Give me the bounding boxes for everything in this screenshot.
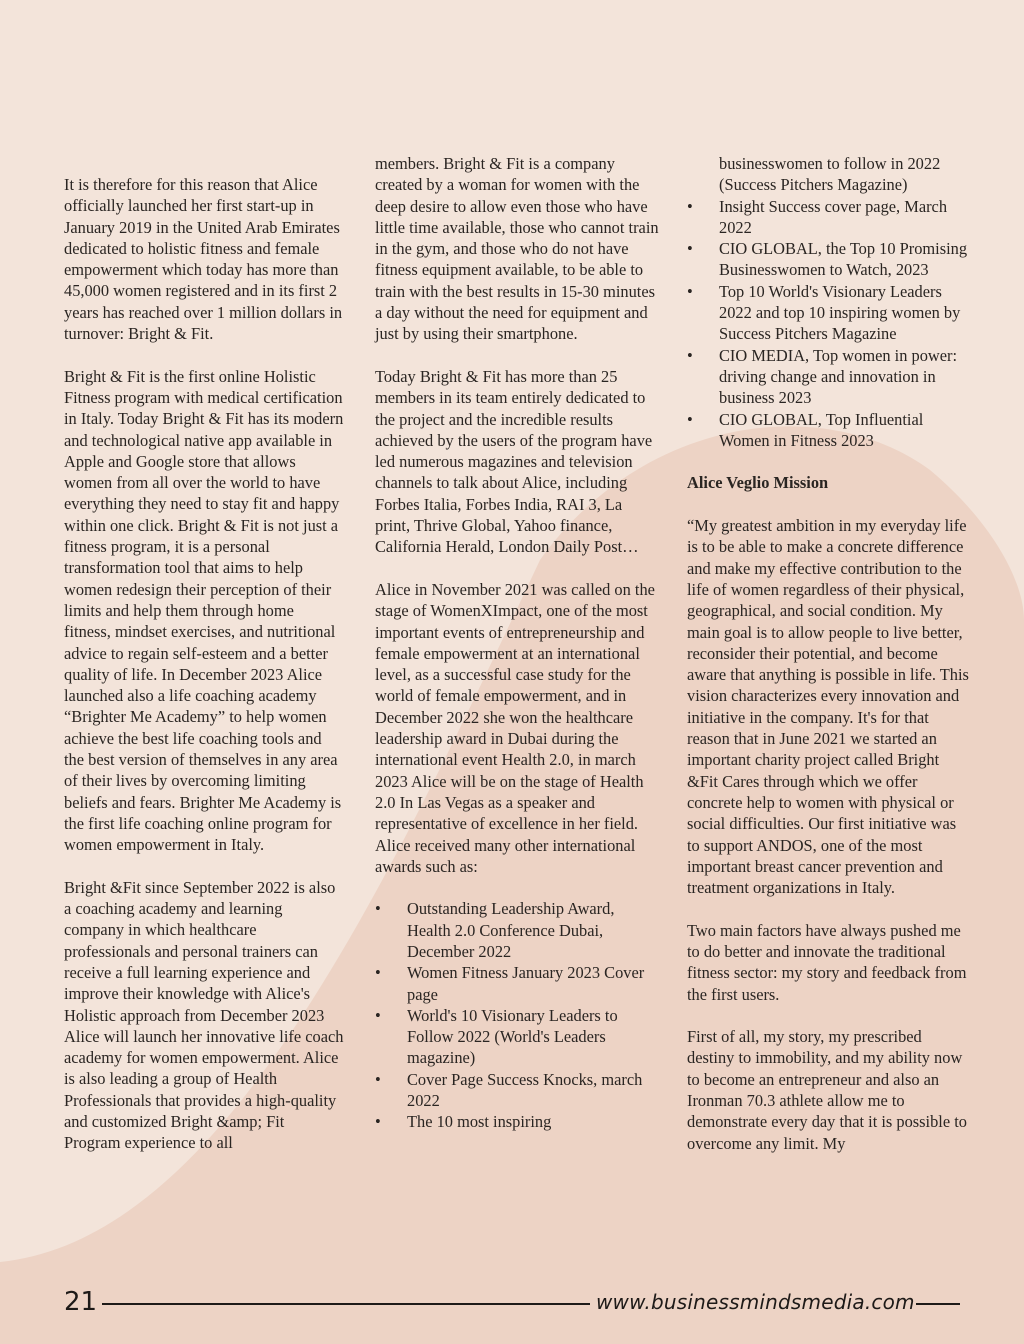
list-item: • Insight Success cover page, March 2022 [687, 196, 972, 239]
list-item: • CIO MEDIA, Top women in power: driving change and innovation in business 2023 [687, 345, 972, 409]
website-url: www.businessmindsmedia.com [596, 1290, 915, 1314]
paragraph: Alice in November 2021 was called on the stage of WomenXImpact, one of the most important events of entrepreneurship and female empowerment at an international level, as a successful case study for the world of female empowerment, and in December 2022 she won the healthcare leadership award in Dubai during the international event Health 2.0, in march 2023 Alice will be on the stage of Health 2.0 In Las Vegas as a speaker and representative of excellence in her field. [375, 579, 655, 834]
paragraph: members. Bright & Fit is a company created by a woman for women with the deep desire to allow even those who have little time available, those who cannot train in the gym, and those who do not have fitness equipment available, to be able to train with the best results in 15-30 minutes a day without the need for equipment and just by using their smartphone. [375, 154, 659, 344]
list-item: • Cover Page Success Knocks, march 2022 [375, 1069, 660, 1112]
list-item: • World's 10 Visionary Leaders to Follow 2022 (World's Leaders magazine) [375, 1005, 660, 1069]
paragraph: Bright &Fit since September 2022 is also a coaching academy and learning company in which healthcare professionals and personal trainers can receive a full learning experience and improve their knowledge with Alice's Holistic approach from December 2023 Alice will launch her innovative life coach academy for women empowerment. Alice is also leading a group of Health Professionals that provides a high-quality and customized Bright &amp; Fit Program experience to all [64, 877, 344, 1153]
paragraph: Today Bright & Fit has more than 25 members in its team entirely dedicated to the project and the incredible results achieved by the users of the program have led numerous magazines and television channels to talk about Alice, including Forbes Italia, Forbes India, RAI 3, La print, Thrive Global, Yahoo finance, California Herald, London Daily Post… [375, 366, 653, 557]
list-item: • CIO GLOBAL, the Top 10 Promising Businesswomen to Watch, 2023 [687, 238, 972, 281]
text-column-2 [375, 153, 660, 1133]
text-column-1 [64, 174, 344, 1154]
section-heading: Alice Veglio Mission [687, 473, 829, 493]
paragraph: First of all, my story, my prescribed destiny to immobility, and my ability now to become an entrepreneur and also an Ironman 70.3 athlete allow me to demonstrate every day that it is possible to overcome any limit. My [687, 1027, 967, 1153]
paragraph: Alice received many other international awards such as: [375, 835, 636, 876]
footer-divider-right [916, 1303, 960, 1305]
text-column-3 [687, 153, 972, 1154]
list-item: • CIO GLOBAL, Top Influential Women in Fitness 2023 [687, 409, 972, 452]
page-footer [0, 1285, 1024, 1325]
awards-list-continued [687, 196, 972, 452]
paragraph: It is therefore for this reason that Alice officially launched her first start-up in January 2019 in the United Arab Emirates dedicated to holistic fitness and female empowerment which today has more than 45,000 women registered and in its first 2 years has reached over 1 million dollars in turnover: Bright & Fit. [64, 175, 343, 344]
paragraph: Bright & Fit is the first online Holistic Fitness program with medical certification in Italy. Today Bright & Fit has its modern and technological native app available in Apple and Google store that allows women from all over the world to have everything they need to stay fit and happy within one click. Bright & Fit is not just a fitness program, it is a personal transformation tool that aims to help women redesign their perception of their limits and help them through home fitness, mindset exercises, and nutritional advice to regain self-esteem and a better quality of life. In December 2023 Alice launched also a life coaching academy “Brighter Me Academy” to help women achieve the best life coaching tools and the best version of themselves in any area of their lives by overcoming limiting beliefs and fears. Brighter Me Academy is the first life coaching online program for women empowerment in Italy. [64, 366, 344, 855]
footer-divider-left [102, 1303, 590, 1305]
list-item: • Top 10 World's Visionary Leaders 2022 and top 10 inspiring women by Success Pitchers Magazine [687, 281, 972, 345]
paragraph: Two main factors have always pushed me to do better and innovate the traditional fitness sector: my story and feedback from the first users. [687, 920, 967, 1004]
list-item: • The 10 most inspiring [375, 1111, 660, 1132]
awards-list [375, 898, 660, 1132]
list-item-continuation: businesswomen to follow in 2022 (Success Pitchers Magazine) [719, 154, 941, 195]
paragraph: “My greatest ambition in my everyday life is to be able to make a concrete difference and make my effective contribution to the life of women regardless of their physical, geographical, and social condition. My main goal is to allow people to live better, reconsider their potential, and become aware that anything is possible in life. This vision characterizes every innovation and initiative in the company. It's for that reason that in June 2021 we started an important charity project called Bright &Fit Cares through which we offer concrete help to women with physical or social difficulties. Our first initiative was to support ANDOS, one of the most important breast cancer prevention and treatment organizations in Italy. [687, 516, 969, 898]
list-item: • Women Fitness January 2023 Cover page [375, 962, 660, 1005]
page-number: 21 [64, 1287, 98, 1317]
list-item: • Outstanding Leadership Award, Health 2.0 Conference Dubai, December 2022 [375, 898, 660, 962]
